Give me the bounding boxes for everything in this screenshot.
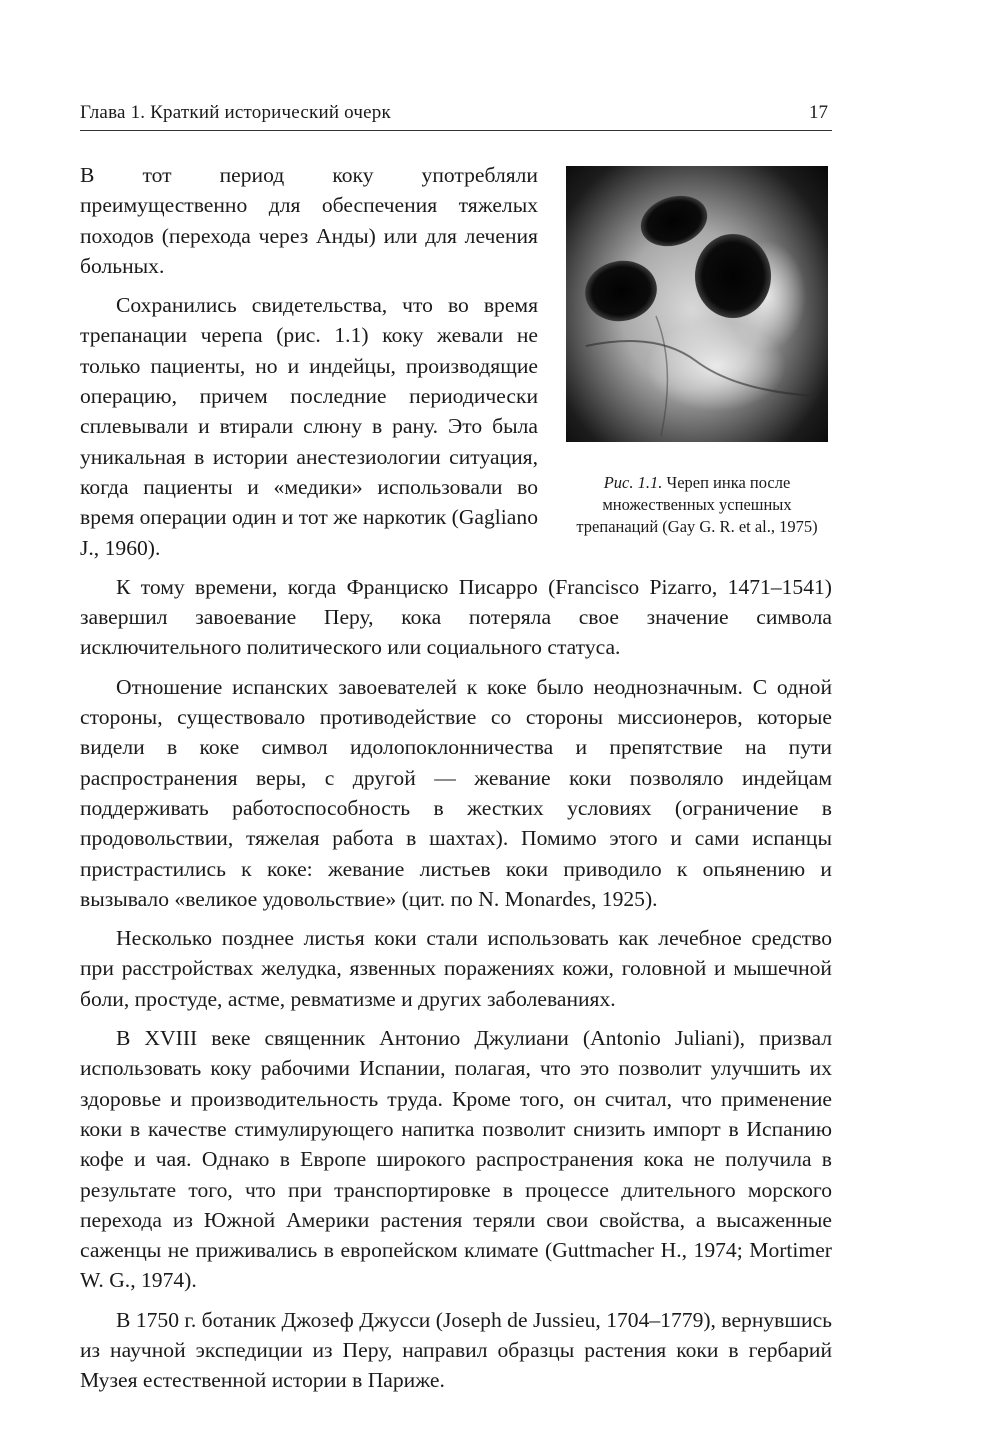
- skull-photo: [566, 166, 828, 442]
- page-number: 17: [809, 102, 828, 123]
- caption-label: Рис. 1.1.: [603, 473, 663, 492]
- skull-trepanation-image: [566, 166, 828, 442]
- running-header: [80, 100, 832, 131]
- caption-text: Череп инка после множественных успешных трепанаций (Gay G. R. et al., 1975): [576, 473, 818, 536]
- chapter-title: Глава 1. Краткий исторический очерк: [80, 102, 391, 123]
- paragraph: Отношение испанских завоевателей к коке было неоднозначным. С одной стороны, существовало противодействие со стороны миссионеров, которые видели в коке символ идолопоклонничества и препятствие на пути распространения веры, с другой — жевание коки позволяло индейцам поддерживать работоспособность в жестких условиях (ограничение в продовольствии, тяжелая работа в шахтах). Помимо этого и сами испанцы пристрастились к коке: жевание листьев коки приводило к опьянению и вызывало «великое удовольствие» (цит. по N. Monardes, 1925).: [80, 674, 832, 911]
- paragraph: Сохранились свидетельства, что во время трепанации черепа (рис. 1.1) коку жевали не только пациенты, но и индейцы, производящие операцию, причем последние периодически сплевывали и втирали слюну в рану. Это была уникальная в истории анестезиологии ситуация, когда пациенты и «медики» использовали во время операции один и тот же наркотик (Gagliano J., 1960).: [80, 293, 538, 560]
- paragraph: Несколько позднее листья коки стали использовать как лечебное средство при расстройствах желудка, язвенных поражениях кожи, головной и мышечной боли, простуде, астме, ревматизме и других заболеваниях.: [80, 926, 832, 1011]
- paragraph: В 1750 г. ботаник Джозеф Джусси (Joseph de Jussieu, 1704–1779), вернувшись из научной экспедиции из Перу, направил образцы растения коки в гербарий Музея естественной истории в Париже.: [80, 1307, 832, 1393]
- paragraph: К тому времени, когда Франциско Писарро (Francisco Pizarro, 1471–1541) завершил завоевание Перу, кока потеряла свое значение символа исключительного политического или социального статуса.: [80, 574, 832, 660]
- body-text: [80, 160, 832, 1405]
- paragraph: В тот период коку употребляли преимущественно для обеспечения тяжелых походов (перехода через Анды) или для лечения больных.: [80, 163, 538, 278]
- figure-1-1: [562, 166, 832, 538]
- figure-caption: [562, 472, 832, 538]
- paragraph: В XVIII веке священник Антонио Джулиани (Antonio Juliani), призвал использовать коку рабочими Испании, полагая, что это позволит улучшить их здоровье и производительность труда. Кроме того, он считал, что применение коки в качестве стимулирующего напитка позволит снизить импорт в Испанию кофе и чая. Однако в Европе широкого распространения кока не получила в результате того, что при транспортировке в процессе длительного морского перехода из Южной Америки растения теряли свои свойства, а высаженные саженцы не приживались в европейском климате (Guttmacher H., 1974; Mortimer W. G., 1974).: [80, 1026, 832, 1293]
